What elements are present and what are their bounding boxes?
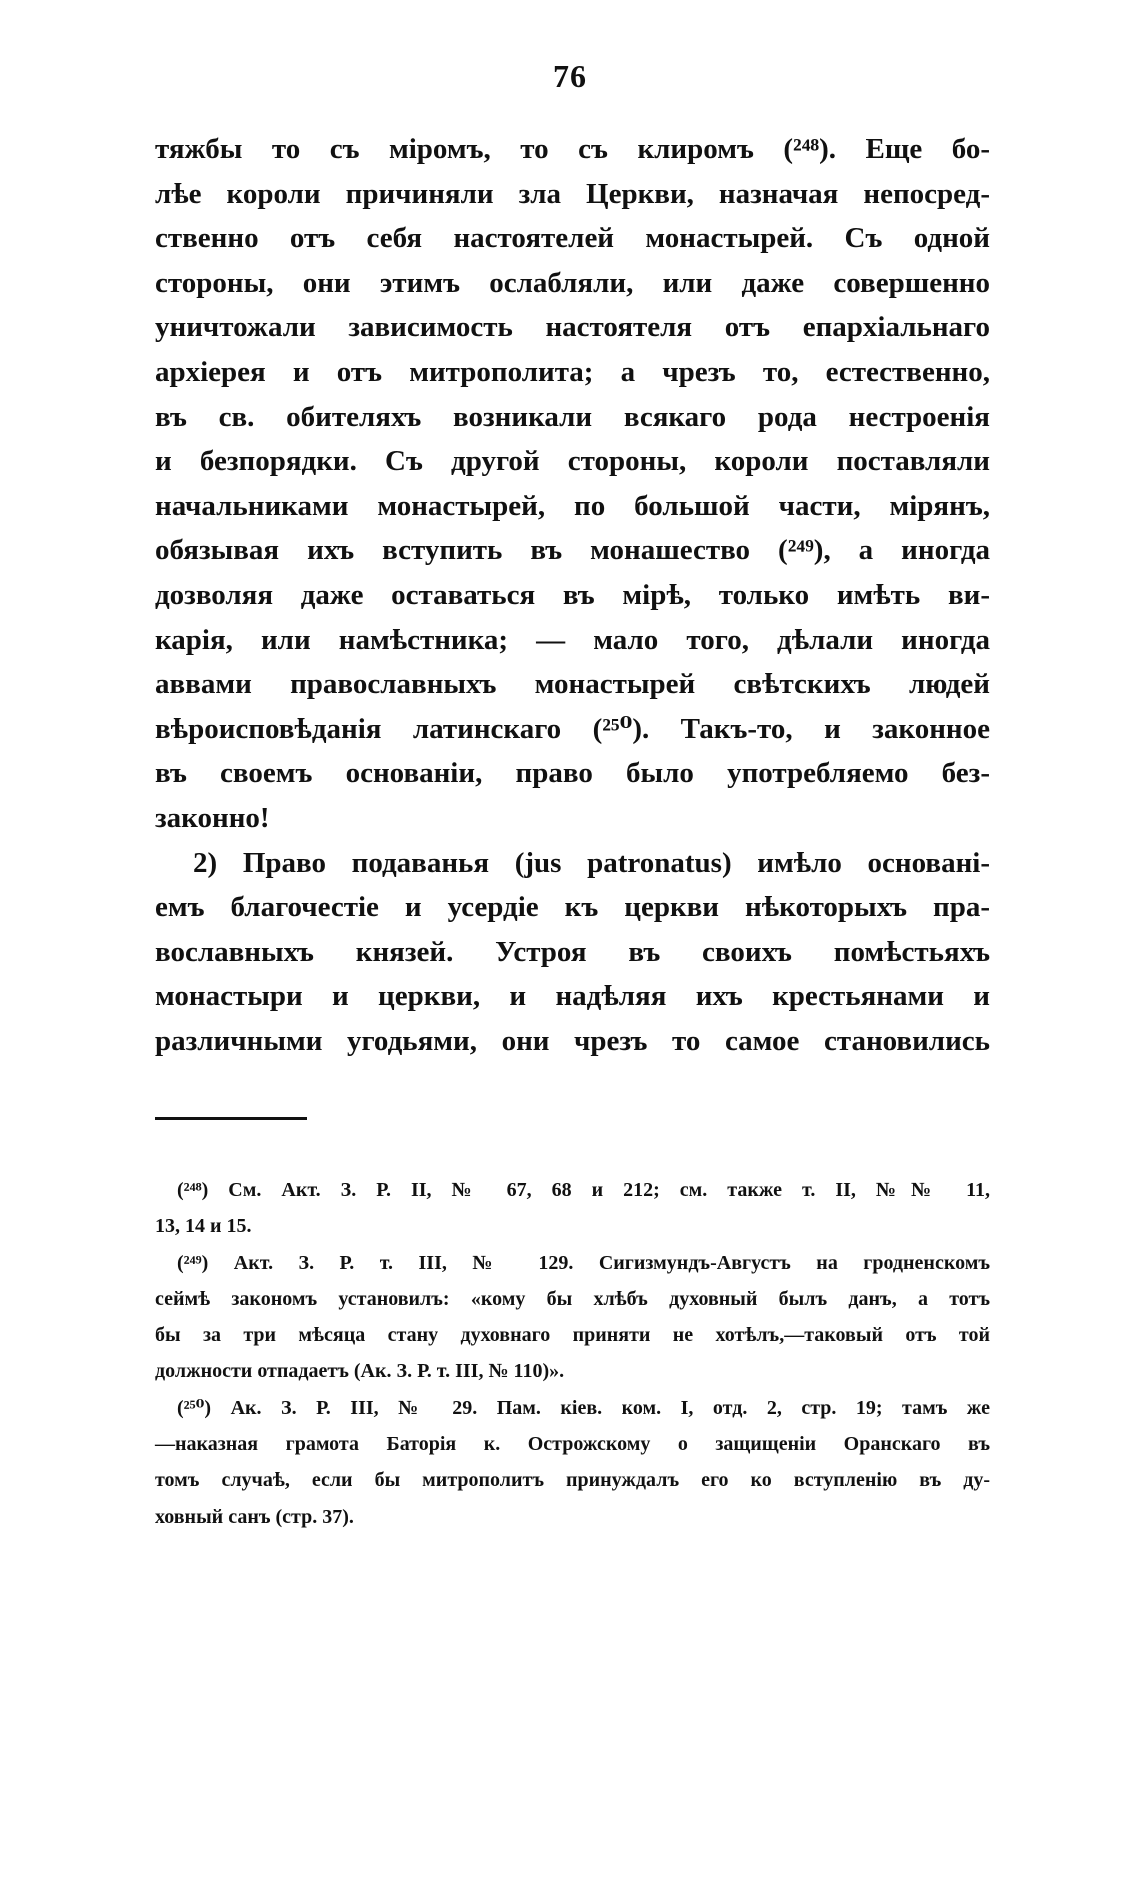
footnote-line: (²⁵⁰) Ак. З. Р. III, № 29. Пам. кіев. ком. I, отд. 2, стр. 19; тамъ же (177, 1396, 990, 1419)
body-line: емъ благочестіе и усердіе къ церкви нѣкоторыхъ пра- (155, 891, 990, 924)
body-line: ственно отъ себя настоятелей монастырей. Съ одной (155, 222, 990, 255)
body-line: архіерея и отъ митрополита; а чрезъ то, естественно, (155, 355, 990, 388)
body-line: тяжбы то съ міромъ, то съ клиромъ (²⁴⁸). Еще бо- (155, 133, 990, 165)
body-line: уничтожали зависимость настоятеля отъ епархіальнаго (155, 311, 990, 344)
footnote-line: сеймѣ закономъ установилъ: «кому бы хлѣбъ духовный былъ данъ, а тотъ (155, 1287, 990, 1310)
footnote-separator (155, 1117, 307, 1120)
footnote-line: —наказная грамота Баторія к. Острожскому о защищеніи Оранскаго въ (155, 1433, 990, 1456)
body-line: различными угодьями, они чрезъ то самое становились (155, 1024, 990, 1057)
body-line: въ своемъ основаніи, право было употребляемо без- (155, 757, 990, 790)
body-line: обязывая ихъ вступить въ монашество (²⁴⁹), а иногда (155, 534, 990, 567)
footnote-line: бы за три мѣсяца стану духовнаго приняти не хотѣлъ,—таковый отъ той (155, 1324, 990, 1347)
footnotes (155, 1172, 990, 1535)
body-line: карія, или намѣстника; — мало того, дѣлали иногда (155, 623, 990, 656)
body-line: лѣе короли причиняли зла Церкви, назначая непосред- (155, 177, 990, 210)
footnote-line: должности отпадаетъ (Ак. З. Р. т. III, № 110)». (155, 1360, 565, 1383)
body-line: начальниками монастырей, по большой части, мірянъ, (155, 489, 990, 522)
footnote-line: ховный санъ (стр. 37). (155, 1505, 354, 1528)
body-line: 2) Право подаванья (jus patronatus) имѣло основані- (193, 846, 990, 879)
body-line: вославныхъ князей. Устроя въ своихъ помѣстьяхъ (155, 935, 990, 968)
page-number: 76 (553, 58, 587, 94)
body-line: и безпорядки. Съ другой стороны, короли поставляли (155, 445, 990, 478)
footnote-line: 13, 14 и 15. (155, 1215, 252, 1238)
body-line: стороны, они этимъ ослабляли, или даже совершенно (155, 266, 990, 299)
body-line: въ св. обителяхъ возникали всякаго рода нестроенія (155, 400, 990, 433)
footnote-line: (²⁴⁸) См. Акт. З. Р. II, № 67, 68 и 212; см. также т. II, №№ 11, (177, 1179, 990, 1201)
body-line: дозволяя даже оставаться въ мірѣ, только имѣть ви- (155, 578, 990, 611)
main-text (155, 127, 990, 1063)
footnote-line: (²⁴⁹) Акт. З. Р. т. III, № 129. Сигизмундъ-Августъ на гродненскомъ (177, 1251, 990, 1274)
body-line: законно! (155, 801, 270, 834)
body-line: вѣроисповѣданія латинскаго (²⁵⁰). Такъ-то, и законное (155, 712, 990, 745)
footnote-line: томъ случаѣ, если бы митрополитъ принуждалъ его ко вступленію въ ду- (155, 1469, 990, 1492)
body-line: аввами православныхъ монастырей свѣтскихъ людей (155, 668, 990, 701)
body-line: монастыри и церкви, и надѣляя ихъ крестьянами и (155, 980, 990, 1013)
